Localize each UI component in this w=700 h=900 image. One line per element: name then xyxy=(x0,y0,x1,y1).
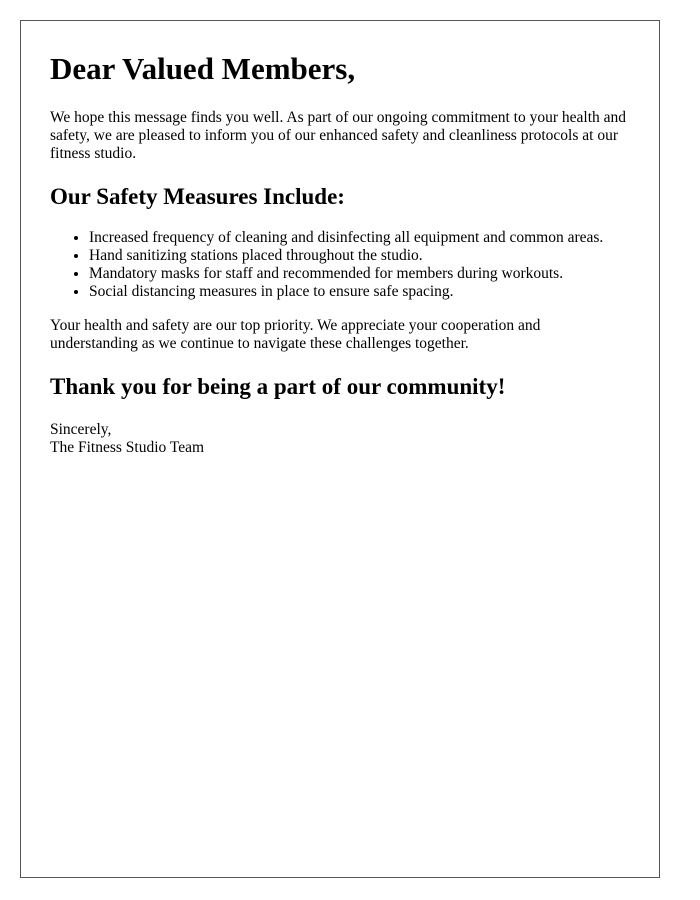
signoff-line: Sincerely, xyxy=(50,421,112,438)
list-item: • Hand sanitizing stations placed throughout the studio. xyxy=(89,247,630,265)
list-item: • Social distancing measures in place to ensure safe spacing. xyxy=(89,283,630,301)
thank-you-heading: Thank you for being a part of our community! xyxy=(50,374,506,399)
greeting-heading: Dear Valued Members, xyxy=(50,51,356,86)
safety-measures-heading: Our Safety Measures Include: xyxy=(50,184,345,209)
intro-paragraph: We hope this message finds you well. As part of our ongoing commitment to your health and safety, we are pleased to inform you of our enhanced safety and cleanliness protocols at our fitness studio. xyxy=(50,109,627,162)
letter-container xyxy=(20,20,660,878)
list-item: • Mandatory masks for staff and recommended for members during workouts. xyxy=(89,265,630,283)
safety-measures-list xyxy=(50,229,630,301)
signature-line: The Fitness Studio Team xyxy=(50,439,205,456)
list-item: • Increased frequency of cleaning and disinfecting all equipment and common areas. xyxy=(89,229,630,247)
closing-paragraph: Your health and safety are our top priority. We appreciate your cooperation and understanding as we continue to navigate these challenges together. xyxy=(50,317,541,352)
